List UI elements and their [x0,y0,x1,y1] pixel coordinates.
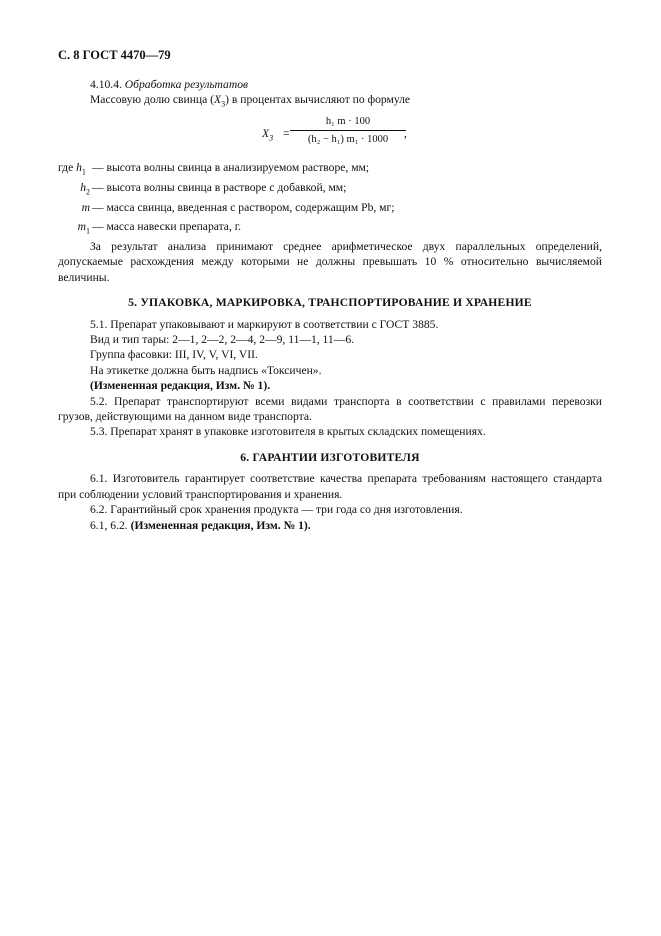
definition-text: — высота волны свинца в анализируемом растворе, мм; [92,161,370,175]
definition-symbol: $h_2$ [80,180,90,197]
label-line: На этикетке должна быть надпись «Токсичен». [90,363,322,377]
paragraph-5-3: 5.3. Препарат хранят в упаковке изготовителя в крытых складских помещениях. [90,425,486,439]
formula-fraction [290,114,406,147]
section-5-title: 5. УПАКОВКА, МАРКИРОВКА, ТРАНСПОРТИРОВАНИЕ И ХРАНЕНИЕ [128,296,532,310]
section-4-10-4-heading [58,77,602,92]
formula [58,114,602,156]
formula-numerator: h₁ m · 100 [325,116,371,128]
definition-text: — масса свинца, введенная с раствором, содержащим Pb, мг; [92,200,395,214]
section-number: 4.10.4. [90,78,122,91]
tara-line: Вид и тип тары: 2—1, 2—2, 2—4, 2—9, 11—1, 11—6. [90,333,355,347]
paragraph-5-2: 5.2. Препарат транспортируют всеми видами транспорта в соответствии с правилами перевозки грузов, действующими на данном виде транспорта. [58,394,602,424]
definitions-list [58,160,602,239]
paragraph-ref: 6.1, 6.2. [90,518,128,532]
formula-lhs-sub: 3 [269,133,274,143]
definition-item [58,200,602,220]
amendment-note: (Измененная редакция, Изм. № 1). [90,379,271,393]
paragraph-6-2: 6.2. Гарантийный срок хранения продукта — три года со дня изготовления. [90,503,463,517]
definition-text: — высота волны свинца в растворе с добавкой, мм; [92,180,347,194]
definition-item [58,160,602,180]
page-header: С. 8 ГОСТ 4470—79 [58,48,171,62]
amendment-note: (Измененная редакция, Изм. № 1). [130,518,311,532]
definition-item [58,219,602,239]
formula-intro [58,92,602,112]
section-6-title: 6. ГАРАНТИИ ИЗГОТОВИТЕЛЯ [240,450,420,464]
group-line: Группа фасовки: III, IV, V, VI, VII. [90,348,258,362]
formula-equals: = [283,127,290,141]
intro-variable-sub: 3 [221,99,226,109]
paragraph-6-1: 6.1. Изготовитель гарантирует соответствие качества препарата требованиям настоящего стандарта при соблюдении условий транспортирования и хранения. [58,472,602,501]
definition-symbol: m [81,200,90,214]
definition-text: — масса навески препарата, г. [92,220,242,234]
definition-symbol: $m_1$ [77,220,90,236]
definition-item [58,180,602,200]
formula-denominator: (h₂ − h₁) m₁ · 1000 [307,134,389,146]
intro-text-end: ) в процентах вычисляют по формуле [225,93,411,107]
document-body [58,77,602,533]
fraction-bar [290,130,406,131]
result-paragraph: За результат анализа принимают среднее арифметическое двух параллельных определений, допускаемые расхождения между которыми не должны превышать 10 % относительно вычисляемой величины. [58,240,602,284]
paragraph-5-1: 5.1. Препарат упаковывают и маркируют в соответствии с ГОСТ 3885. [90,317,439,331]
intro-text-start: Массовую долю свинца ( [90,93,215,107]
paragraph-6-ref [58,518,602,533]
formula-lhs: $X_3$ [262,127,274,143]
intro-variable: X [214,93,222,107]
section-title: Обработка результатов [124,78,249,91]
definition-symbol: где $h_1$ [58,161,86,177]
formula-trailing: , [404,127,407,141]
